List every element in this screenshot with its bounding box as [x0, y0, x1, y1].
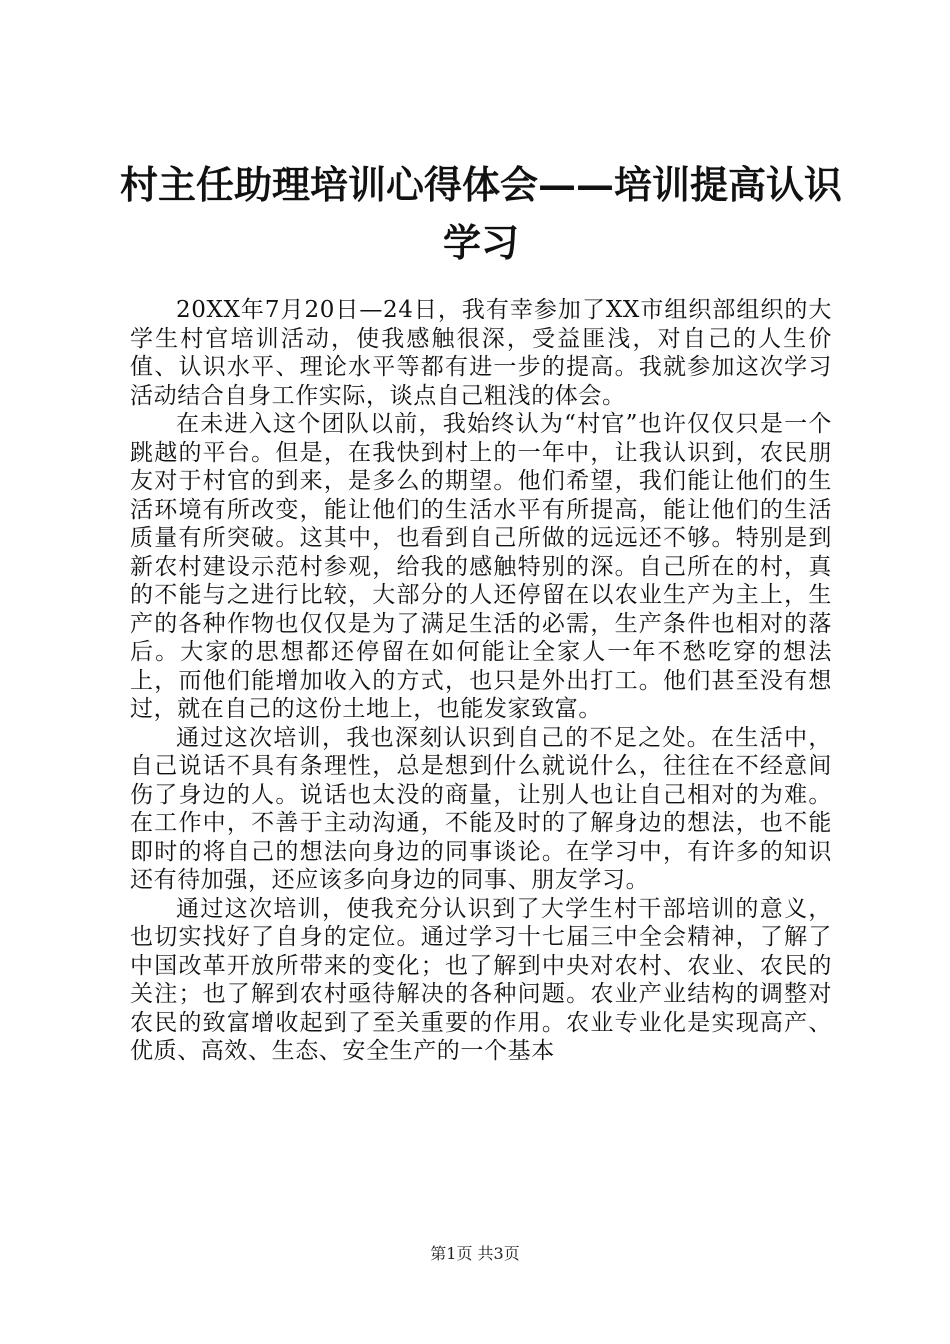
paragraph-3: 通过这次培训，我也深刻认识到自己的不足之处。在生活中，自己说话不具有条理性，总是想到什么就说什么，往往在不经意间伤了身边的人。说话也太没的商量，让别人也让自己相对的为难。在工作中，不善于主动沟通，不能及时的了解身边的想法，也不能即时的将自己的想法向身边的同事谈论。在学习中，有许多的知识还有待加强，还应该多向身边的同事、朋友学习。 — [130, 724, 832, 893]
paragraph-1: 20XX年7月20日—24日，我有幸参加了XX市组织部组织的大学生村官培训活动，使我感触很深，受益匪浅，对自己的人生价值、认识水平、理论水平等都有进一步的提高。我就参加这次学习活动结合自身工作实际，谈点自己粗浅的体会。 — [130, 297, 832, 409]
page-number-footer: 第1页 共3页 — [430, 1244, 520, 1263]
document-title: 村主任助理培训心得体会——培训提高认识学习 — [120, 162, 843, 265]
document-body — [130, 296, 832, 1066]
paragraph-4: 通过这次培训，使我充分认识到了大学生村干部培训的意义，也切实找好了自身的定位。通过学习十七届三中全会精神，了解了中国改革开放所带来的变化；也了解到中央对农村、农业、农民的关注；也了解到农村亟待解决的各种问题。农业产业结构的调整对农民的致富增收起到了至关重要的作用。农业专业化是实现高产、优质、高效、生态、安全生产的一个基本 — [130, 895, 832, 1064]
paragraph-2: 在未进入这个团队以前，我始终认为“村官”也许仅仅只是一个跳越的平台。但是，在我快到村上的一年中，让我认识到，农民朋友对于村官的到来，是多么的期望。他们希望，我们能让他们的生活环境有所改变，能让他们的生活水平有所提高，能让他们的生活质量有所突破。这其中，也看到自己所做的远远还不够。特别是到新农村建设示范村参观，给我的感触特别的深。自己所在的村，真的不能与之进行比较，大部分的人还停留在以农业生产为主上，生产的各种作物也仅仅是为了满足生活的必需，生产条件也相对的落后。大家的思想都还停留在如何能让全家人一年不愁吃穿的想法上，而他们能增加收入的方式，也只是外出打工。他们甚至没有想过，就在自己的这份土地上，也能发家致富。 — [130, 411, 832, 722]
